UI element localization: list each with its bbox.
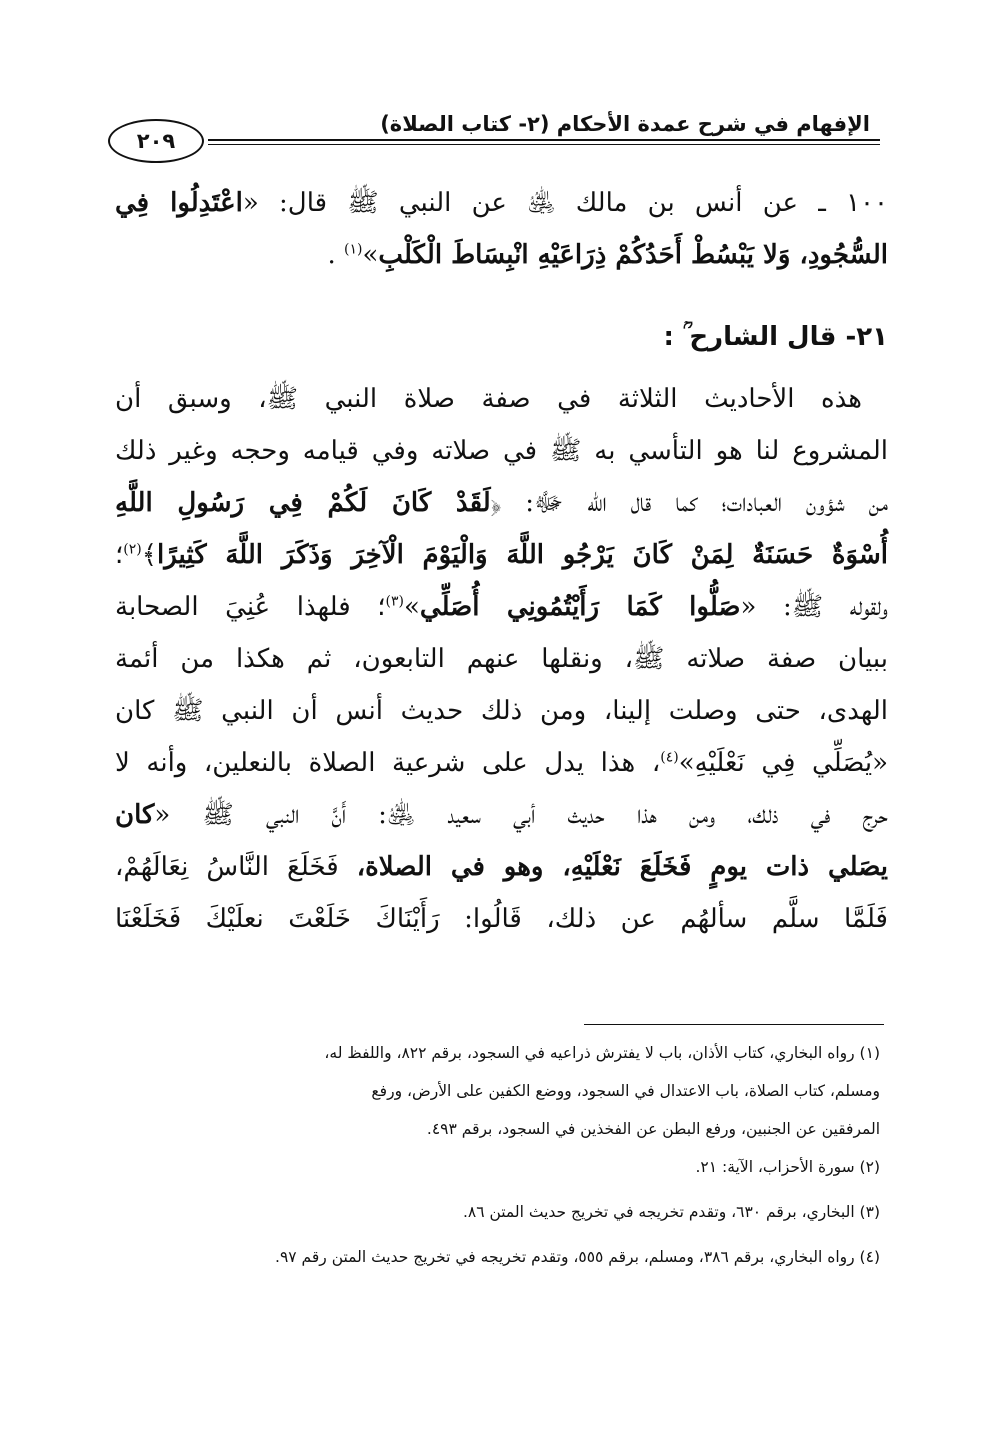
- footnote-1-cont: المرفقين عن الجنبين، ورفع البطن عن الفخذين في السجود، برقم ٤٩٣.: [426, 1120, 880, 1138]
- header-rule: [208, 139, 880, 141]
- footnote-ref: (٣): [385, 593, 404, 610]
- footnote-1: (١) رواه البخاري، كتاب الأذان، باب لا يفترش ذراعيه في السجود، برقم ٨٢٢، واللفظ له،: [324, 1044, 880, 1062]
- page-number: ٢٠٩: [108, 119, 204, 163]
- footnote-1-cont: ومسلم، كتاب الصلاة، باب الاعتدال في السجود، ووضع الكفين على الأرض، ورفع: [371, 1082, 880, 1100]
- footnote-separator: [584, 1024, 884, 1025]
- hadith-text: [115, 177, 888, 281]
- footnote-ref: (٢): [123, 541, 142, 558]
- section-heading: ٢١- قال الشارح ؒ :: [663, 322, 888, 352]
- hadith-line: ١٠٠ ـ عن أنس بن مالك ﵁ عن النبي ﷺ قال: «اعْتَدِلُوا فِي: [115, 188, 888, 218]
- paragraph-line: أُسْوَةٌ حَسَنَةٌ لِمَنْ كَانَ يَرْجُو اللَّهَ وَالْيَوْمَ الْآخِرَ وَذَكَرَ اللَّهَ كَثِيرًا﴾$^{(٢)}$؛: [115, 540, 888, 570]
- footnote-ref: (٤): [660, 749, 679, 766]
- footnote-3: (٣) البخاري، برقم ٦٣٠، وتقدم تخريجه في تخريج حديث المتن ٨٦.: [462, 1203, 880, 1221]
- paragraph-line: يصَلي ذات يومٍ فَخَلَعَ نَعْلَيْهِ، وهو في الصلاة، فَخَلَعَ النَّاسُ نِعَالَهُمْ،: [115, 852, 888, 882]
- paragraph-line: «يُصَلِّي فِي نَعْلَيْهِ»$^{(٤)}$، هذا يدل على شرعية الصلاة بالنعلين، وأنه لا: [115, 748, 888, 778]
- paragraph-line: ببيان صفة صلاته ﷺ، ونقلها عنهم التابعون، ثم هكذا من أئمة: [115, 644, 888, 674]
- hadith-quote: السُّجُودِ، وَلا يَبْسُطْ أَحَدُكُمْ ذِرَاعَيْهِ انْبِسَاطَ الْكَلْبِ: [378, 240, 888, 270]
- hadith-quote: اعْتَدِلُوا فِي: [115, 188, 243, 218]
- paragraph-line: هذه الأحاديث الثلاثة في صفة صلاة النبي ﷺ، وسبق أن: [115, 384, 862, 414]
- paragraph-line: المشروع لنا هو التأسي به ﷺ في صلاته وفي قيامه وحجه وغير ذلك: [115, 436, 888, 466]
- paragraph-line: فَلَمَّا سلَّم سألهُم عن ذلك، قَالُوا: رَأَيْنَاكَ خَلَعْتَ نعلَيْكَ فَخَلَعْنَا: [115, 904, 888, 934]
- paragraph-line: من شؤون العبادات؛ كما قال الله ﷻ: ﴿لَقَدْ كَانَ لَكُمْ فِي رَسُولِ اللَّهِ: [115, 488, 889, 518]
- quran-verse: أُسْوَةٌ حَسَنَةٌ لِمَنْ كَانَ يَرْجُو اللَّهَ وَالْيَوْمَ الْآخِرَ وَذَكَرَ اللَّهَ كَثِيرًا: [156, 540, 888, 570]
- hadith-quote: كان: [115, 800, 155, 830]
- footnote-2: (٢) سورة الأحزاب، الآية: ٢١.: [695, 1158, 880, 1176]
- paragraph-line: ولقوله ﷺ: «صَلُّوا كَمَا رَأَيْتُمُونِي أُصَلِّي»$^{(٣)}$؛ فلهذا عُنِيَ الصحابة: [115, 592, 888, 622]
- paragraph-line: الهدى، حتى وصلت إلينا، ومن ذلك حديث أنس أن النبي ﷺ كان: [115, 696, 888, 726]
- header-rule-thin: [208, 144, 880, 145]
- quran-verse: لَقَدْ كَانَ لَكُمْ فِي رَسُولِ اللَّهِ: [115, 488, 491, 518]
- footnote-4: (٤) رواه البخاري، برقم ٣٨٦، ومسلم، برقم ٥٥٥، وتقدم تخريجه في تخريج حديث المتن رقم ٩٧.: [275, 1248, 880, 1266]
- hadith-quote: يصَلي ذات يومٍ فَخَلَعَ نَعْلَيْهِ، وهو في الصلاة،: [356, 852, 888, 882]
- running-title: الإفهام في شرح عمدة الأحكام (٢- كتاب الصلاة): [380, 112, 870, 136]
- hadith-line: السُّجُودِ، وَلا يَبْسُطْ أَحَدُكُمْ ذِرَاعَيْهِ انْبِسَاطَ الْكَلْبِ»$^{(١)}$ .: [327, 240, 888, 270]
- hadith-quote: صَلُّوا كَمَا رَأَيْتُمُونِي أُصَلِّي: [419, 592, 741, 622]
- footnote-ref: (١): [344, 241, 363, 258]
- commentary-text: [115, 373, 888, 945]
- paragraph-line: حرج في ذلك، ومن هذا حديث أبي سعيد ﵁: أَنَّ النبي ﷺ «كان: [115, 800, 888, 830]
